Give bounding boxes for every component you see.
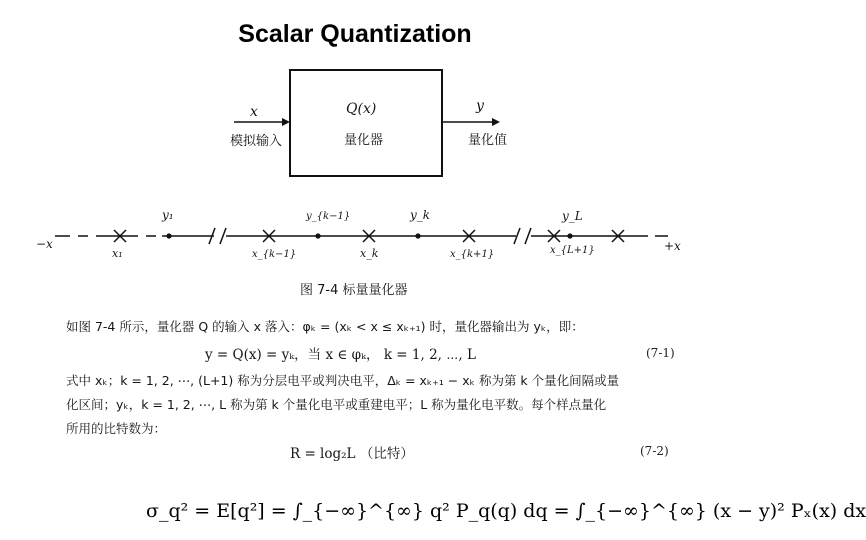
body-line-1: 如图 7-4 所示，量化器 Q 的输入 x 落入：φₖ = (xₖ < x ≤ xₖ₊₁) 时，量化器输出为 yₖ，即： bbox=[66, 319, 584, 334]
label-x-k-minus-1: x_{k−1} bbox=[252, 249, 297, 260]
label-y-L: y_L bbox=[562, 209, 583, 223]
label-x1: x₁ bbox=[112, 247, 123, 260]
input-label: 模拟输入 bbox=[230, 134, 283, 149]
quantizer-box bbox=[290, 70, 442, 176]
label-y-k-minus-1: y_{k−1} bbox=[306, 211, 351, 222]
body-line-4: 所用的比特数为： bbox=[66, 421, 167, 436]
input-symbol: x bbox=[250, 104, 258, 120]
equation-7-1: y = Q(x) = yₖ，当 x ∈ φₖ， k = 1, 2, ⋯, L bbox=[205, 347, 476, 363]
block-name: Q(x) bbox=[346, 101, 377, 117]
equation-7-2: R = log₂L （比特） bbox=[290, 446, 414, 462]
slide-title: Scalar Quantization bbox=[238, 20, 472, 48]
output-symbol: y bbox=[476, 98, 484, 114]
axis-left-end: −x bbox=[36, 237, 53, 251]
block-label: 量化器 bbox=[344, 133, 384, 148]
body-line-2: 式中 xₖ；k = 1, 2, ⋯, (L+1) 称为分层电平或判决电平，Δₖ = xₖ₊₁ − xₖ 称为第 k 个量化间隔或量 bbox=[66, 373, 620, 388]
axis-break-left bbox=[209, 228, 226, 244]
output-label: 量化值 bbox=[468, 133, 508, 148]
label-x-k: x_k bbox=[360, 247, 379, 260]
body-line-3: 化区间；yₖ，k = 1, 2, ⋯, L 称为第 k 个量化电平或重建电平；L 称为量化电平数。每个样点量化 bbox=[66, 397, 607, 412]
label-x-L-plus-1: x_{L+1} bbox=[550, 245, 595, 256]
label-y1: y₁ bbox=[162, 208, 174, 222]
label-x-k-plus-1: x_{k+1} bbox=[450, 249, 495, 260]
label-y-k: y_k bbox=[410, 208, 431, 222]
axis-right-end: +x bbox=[664, 239, 681, 253]
equation-7-1-number: (7-1) bbox=[646, 346, 675, 360]
quantization-error-equation: σ_q² = E[q²] = ∫_{−∞}^{∞} q² P_q(q) dq = ∫_{−∞}^{∞} (x − y)² Pₓ(x) dx bbox=[146, 500, 866, 522]
axis-break-right bbox=[514, 228, 531, 244]
figure-caption: 图 7-4 标量量化器 bbox=[300, 283, 408, 298]
equation-7-2-number: (7-2) bbox=[640, 444, 669, 458]
